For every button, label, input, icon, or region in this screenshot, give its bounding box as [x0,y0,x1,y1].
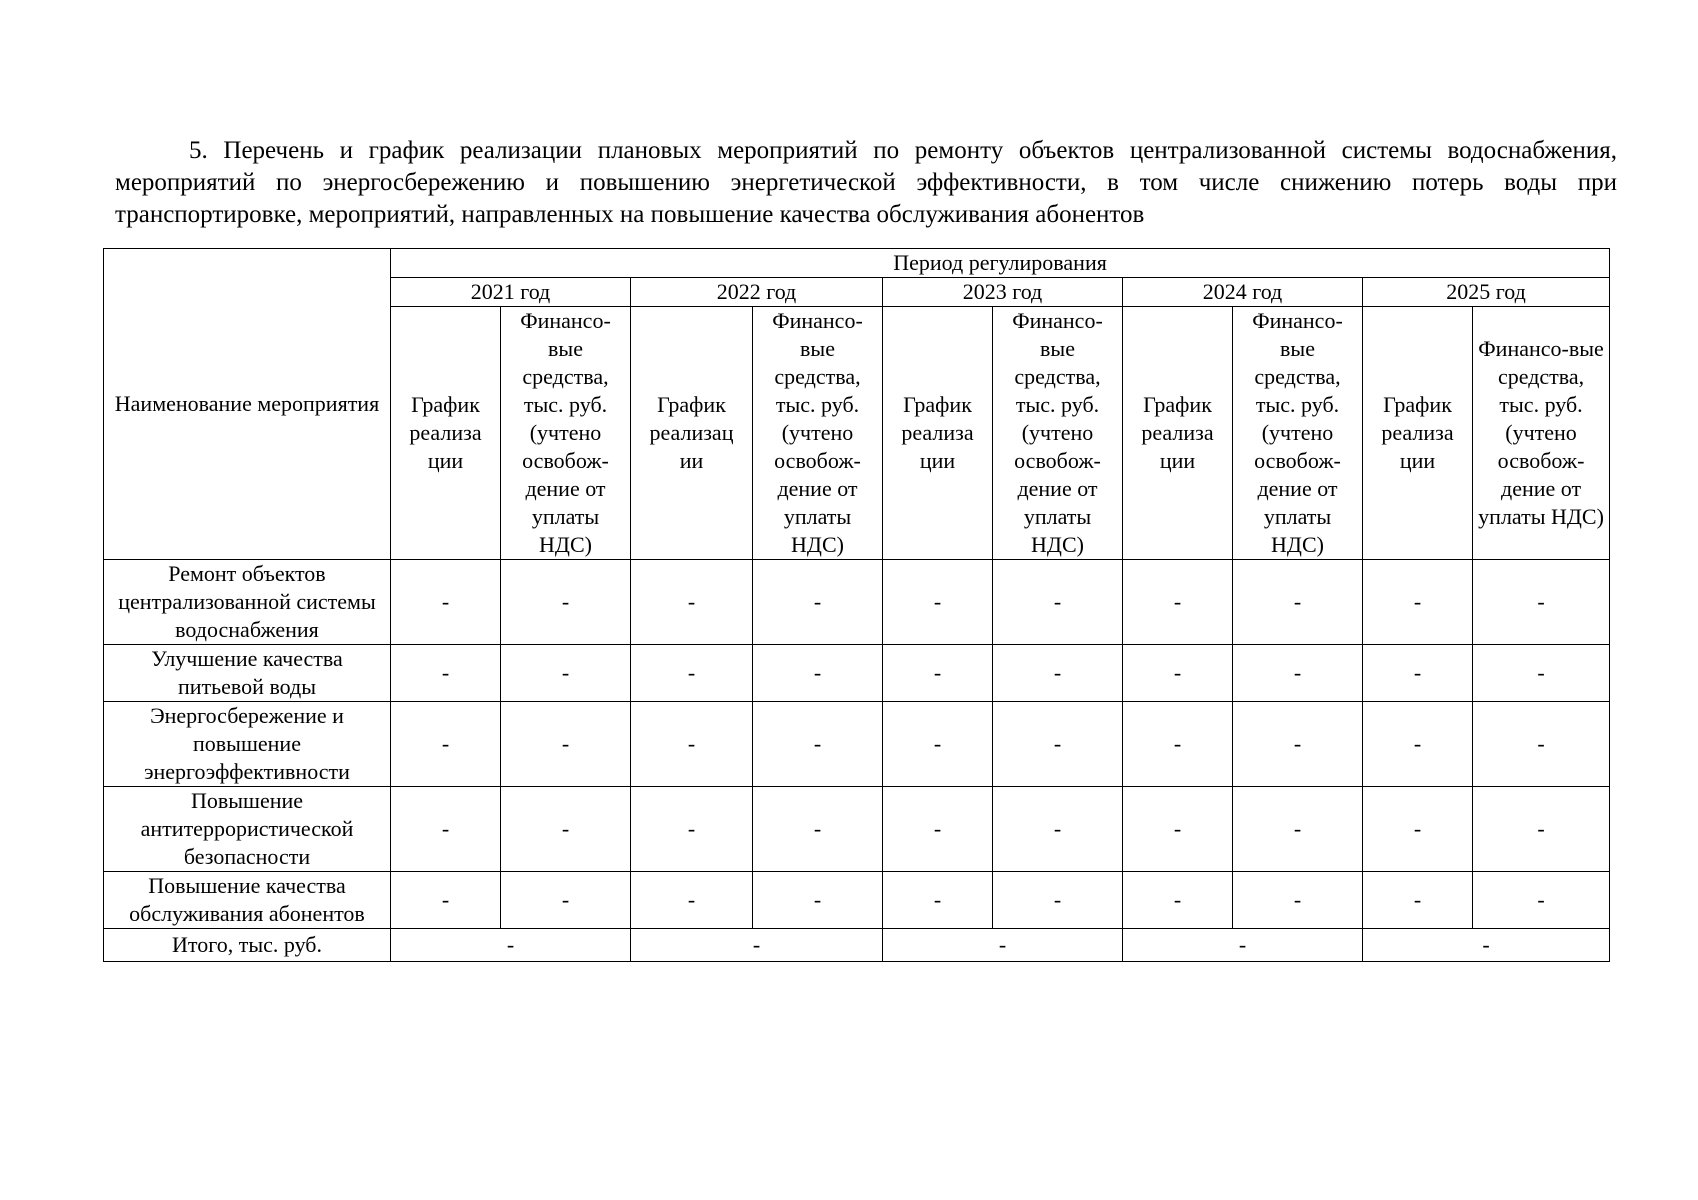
table-cell: - [993,787,1123,872]
table-cell: - [753,787,883,872]
total-cell: - [391,929,631,962]
table-cell: - [1363,787,1473,872]
table-cell: - [631,560,753,645]
column-header-schedule: График реализа ции [391,307,501,560]
table-cell: - [993,560,1123,645]
table-cell: - [883,872,993,929]
table-cell: - [631,872,753,929]
table-cell: - [1233,787,1363,872]
total-cell: - [1363,929,1610,962]
table-cell: - [501,560,631,645]
table-cell: - [753,872,883,929]
table-cell: - [631,645,753,702]
table-cell: - [391,872,501,929]
table-cell: - [1233,645,1363,702]
table-cell: - [883,787,993,872]
total-cell: - [631,929,883,962]
table-cell: - [1473,645,1610,702]
column-header-schedule: График реализа ции [883,307,993,560]
table-cell: - [391,787,501,872]
table-cell: - [1473,872,1610,929]
table-cell: - [993,645,1123,702]
table-cell: - [501,702,631,787]
table-row [104,702,1610,787]
activities-plan-table [103,248,1610,962]
total-cell: - [883,929,1123,962]
table-cell: - [1233,560,1363,645]
total-label: Итого, тыс. руб. [104,929,391,962]
table-row [104,872,1610,929]
table-cell: - [1233,872,1363,929]
column-header-year: 2024 год [1123,278,1363,307]
table-cell: - [1123,645,1233,702]
table-cell: - [1123,787,1233,872]
column-header-year: 2025 год [1363,278,1610,307]
row-name: Повышение антитеррористической безопасности [104,787,391,872]
column-header-finance: Финансо-вые средства, тыс. руб. (учтено освобож-дение от уплаты НДС) [993,307,1123,560]
table-cell: - [391,702,501,787]
table-cell: - [883,645,993,702]
column-header-period: Период регулирования [391,249,1610,278]
table-cell: - [753,702,883,787]
table-cell: - [1363,645,1473,702]
row-name: Повышение качества обслуживания абонентов [104,872,391,929]
document-heading: 5. Перечень и график реализации плановых мероприятий по ремонту объектов централизованной системы водоснабжения, мероприятий по энергосбережению и повышению энергетической эффективности, в том числе снижению потерь воды при транспортировке, мероприятий, направленных на повышение качества обслуживания абонентов [115,137,1617,228]
table-cell: - [391,560,501,645]
table-row [104,787,1610,872]
table-cell: - [501,872,631,929]
column-header-finance: Финансо-вые средства, тыс. руб. (учтено освобож-дение от уплаты НДС) [753,307,883,560]
table-cell: - [501,787,631,872]
row-name: Улучшение качества питьевой воды [104,645,391,702]
table-cell: - [993,872,1123,929]
table-cell: - [1473,702,1610,787]
table-cell: - [1123,560,1233,645]
column-header-year: 2022 год [631,278,883,307]
column-header-activity-name: Наименование мероприятия [104,249,391,560]
table-cell: - [883,702,993,787]
table-cell: - [391,645,501,702]
table-cell: - [501,645,631,702]
table-cell: - [753,645,883,702]
table-cell: - [1363,702,1473,787]
column-header-finance: Финансо-вые средства, тыс. руб. (учтено освобож-дение от уплаты НДС) [1473,307,1610,560]
table-cell: - [753,560,883,645]
row-name: Энергосбережение и повышение энергоэффективности [104,702,391,787]
table-cell: - [883,560,993,645]
table-cell: - [1363,560,1473,645]
column-header-schedule: График реализа ции [1363,307,1473,560]
column-header-finance: Финансо-вые средства, тыс. руб. (учтено освобож-дение от уплаты НДС) [1233,307,1363,560]
table-cell: - [631,702,753,787]
table-cell: - [1473,787,1610,872]
column-header-schedule: График реализац ии [631,307,753,560]
table-cell: - [993,702,1123,787]
row-name: Ремонт объектов централизованной системы водоснабжения [104,560,391,645]
column-header-schedule: График реализа ции [1123,307,1233,560]
table-cell: - [1473,560,1610,645]
table-cell: - [1363,872,1473,929]
column-header-year: 2021 год [391,278,631,307]
total-row [104,929,1610,962]
table-cell: - [1123,872,1233,929]
table-row [104,560,1610,645]
table-cell: - [1233,702,1363,787]
column-header-finance: Финансо-вые средства, тыс. руб. (учтено освобож-дение от уплаты НДС) [501,307,631,560]
total-cell: - [1123,929,1363,962]
table-cell: - [1123,702,1233,787]
table-cell: - [631,787,753,872]
column-header-year: 2023 год [883,278,1123,307]
table-row [104,645,1610,702]
